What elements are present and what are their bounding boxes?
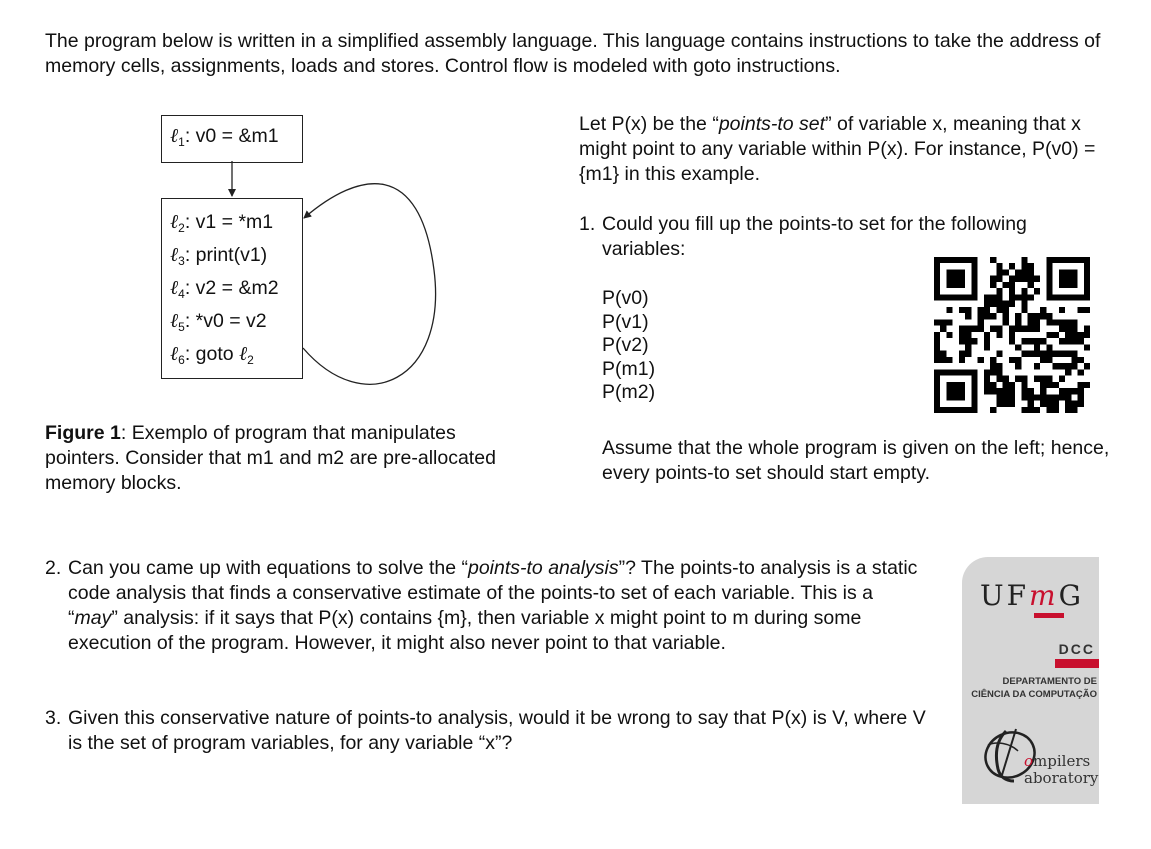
- qr-module: [1021, 301, 1027, 307]
- qr-module: [1065, 326, 1071, 332]
- qr-module: [946, 332, 952, 338]
- qr-module: [1015, 363, 1021, 369]
- qr-module: [1078, 369, 1084, 375]
- qr-module: [1084, 363, 1090, 369]
- qr-module: [990, 388, 996, 394]
- qr-module: [1015, 357, 1021, 363]
- qr-module: [971, 326, 977, 332]
- qr-module: [1059, 376, 1065, 382]
- label-ell: ℓ: [170, 243, 179, 266]
- qr-module: [1053, 319, 1059, 325]
- edge-back-l6-to-l2: [303, 184, 436, 385]
- qr-module: [1065, 332, 1071, 338]
- qr-module: [1071, 363, 1077, 369]
- qr-module: [990, 326, 996, 332]
- definition-pre: Let P(x) be the “: [579, 113, 719, 135]
- qr-module: [1003, 282, 1009, 288]
- qr-module: [984, 301, 990, 307]
- qr-module: [1034, 319, 1040, 325]
- qr-module: [1009, 263, 1015, 269]
- qr-module: [1046, 401, 1052, 407]
- qr-module: [1040, 338, 1046, 344]
- qr-module: [1021, 388, 1027, 394]
- qr-module: [1015, 276, 1021, 282]
- qr-module: [1028, 351, 1034, 357]
- qr-module: [965, 351, 971, 357]
- qr-module: [1065, 338, 1071, 344]
- label-sub: 2: [178, 221, 185, 235]
- qr-module: [1059, 394, 1065, 400]
- figure-caption-text: : Exemplo of program that manipulates pointers. Consider that m1 and m2 are pre-allocated memory blocks.: [45, 422, 496, 494]
- qr-module: [1078, 332, 1084, 338]
- goto-target-ell: ℓ: [239, 342, 248, 365]
- qr-module: [1071, 401, 1077, 407]
- qr-module: [1059, 338, 1065, 344]
- qr-module: [934, 319, 940, 325]
- qr-module: [1028, 319, 1034, 325]
- qr-module: [1053, 407, 1059, 413]
- qr-module: [984, 294, 990, 300]
- qr-module: [978, 357, 984, 363]
- dcc-wordmark: DCC: [1058, 641, 1095, 657]
- qr-module: [1059, 319, 1065, 325]
- qr-module: [1046, 332, 1052, 338]
- qr-module: [1009, 357, 1015, 363]
- qr-module: [1028, 263, 1034, 269]
- question-text: Given this conservative nature of points-to analysis, would it be wrong to say that P(x) is V, where V is the set of program variables, for any variable “x”?: [68, 707, 926, 754]
- qr-module: [1053, 351, 1059, 357]
- qr-module: [996, 376, 1002, 382]
- label-sub: 3: [178, 254, 185, 268]
- qr-module: [1021, 351, 1027, 357]
- qr-module: [1065, 407, 1071, 413]
- qr-module: [1046, 351, 1052, 357]
- dcc-accent-bar: [1055, 659, 1099, 668]
- qr-module: [1053, 394, 1059, 400]
- qr-module: [940, 326, 946, 332]
- qr-module: [965, 307, 971, 313]
- qr-module: [1009, 288, 1015, 294]
- ufmg-accent-bar: [1034, 613, 1064, 618]
- definition-post: ” of variable x, meaning that x might point to any variable within P(x). For instance, P(v0) = {m1} in this example.: [579, 113, 1096, 185]
- qr-module: [1040, 394, 1046, 400]
- qr-module: [996, 363, 1002, 369]
- intro-paragraph: The program below is written in a simplified assembly language. This language contains instructions to take the address of memory cells, assignments, loads and stores. Control flow is modeled with goto instructions.: [45, 30, 1101, 77]
- qr-module: [1028, 338, 1034, 344]
- qr-module: [1021, 326, 1027, 332]
- qr-module: [996, 288, 1002, 294]
- qr-module: [990, 257, 996, 263]
- qr-module: [1003, 319, 1009, 325]
- qr-module: [1021, 394, 1027, 400]
- question-number: 1.: [579, 213, 596, 235]
- points-to-variable-list: [602, 287, 655, 405]
- instruction-code: : v0 = &m1: [184, 125, 279, 147]
- qr-module: [1084, 382, 1090, 388]
- qr-module: [1009, 394, 1015, 400]
- qr-module: [1065, 394, 1071, 400]
- qr-module: [1034, 276, 1040, 282]
- qr-module: [1028, 276, 1034, 282]
- qr-module: [990, 294, 996, 300]
- qr-module: [1009, 332, 1015, 338]
- qr-module: [1009, 282, 1015, 288]
- qr-module: [1034, 394, 1040, 400]
- question-number: 2.: [45, 557, 62, 579]
- qr-module: [996, 326, 1002, 332]
- qr-module: [996, 269, 1002, 275]
- qr-module: [1084, 332, 1090, 338]
- label-ell: ℓ: [170, 309, 179, 332]
- qr-module: [1028, 394, 1034, 400]
- qr-module: [1046, 313, 1052, 319]
- qr-module: [1021, 257, 1027, 263]
- instruction-code: : v2 = &m2: [184, 277, 279, 299]
- qr-module: [959, 357, 965, 363]
- qr-module: [1071, 326, 1077, 332]
- figure-caption-label: Figure 1: [45, 422, 121, 444]
- qr-module: [996, 307, 1002, 313]
- qr-module: [965, 313, 971, 319]
- qr-module: [1084, 344, 1090, 350]
- qr-module: [1046, 407, 1052, 413]
- question-text: Could you fill up the points-to set for the following variables:: [602, 213, 1027, 260]
- qr-module: [1015, 269, 1021, 275]
- qr-module: [1021, 338, 1027, 344]
- qr-module: [959, 332, 965, 338]
- qr-module: [1071, 332, 1077, 338]
- instruction-code: : v1 = *m1: [184, 211, 274, 233]
- label-ell: ℓ: [170, 276, 179, 299]
- ufmg-wordmark: UFmG: [980, 579, 1084, 612]
- qr-module: [978, 313, 984, 319]
- qr-module: [990, 357, 996, 363]
- qr-module: [1040, 357, 1046, 363]
- qr-module: [996, 301, 1002, 307]
- qr-module: [1065, 351, 1071, 357]
- qr-module: [1040, 376, 1046, 382]
- instruction-code: : goto: [184, 343, 240, 365]
- qr-module: [1034, 338, 1040, 344]
- qr-module: [1071, 319, 1077, 325]
- qr-module: [1078, 357, 1084, 363]
- qr-module: [984, 338, 990, 344]
- qr-module: [934, 332, 940, 338]
- qr-module: [1078, 388, 1084, 394]
- qr-module: [1003, 301, 1009, 307]
- question-1: [579, 212, 1099, 262]
- qr-module: [1078, 307, 1084, 313]
- label-sub: 1: [178, 135, 185, 149]
- qr-module: [1071, 351, 1077, 357]
- qr-module: [1034, 313, 1040, 319]
- qr-module: [1065, 319, 1071, 325]
- qr-module: [1059, 269, 1078, 288]
- qr-module: [1009, 276, 1015, 282]
- qr-module: [1065, 363, 1071, 369]
- department-name-line1: DEPARTAMENTO DE: [1002, 676, 1097, 687]
- qr-module: [934, 344, 940, 350]
- qr-module: [1015, 294, 1021, 300]
- qr-module: [1046, 394, 1052, 400]
- qr-module: [1015, 326, 1021, 332]
- qr-module: [1028, 269, 1034, 275]
- qr-module: [1034, 407, 1040, 413]
- qr-module: [1028, 401, 1034, 407]
- qr-module: [1046, 376, 1052, 382]
- qr-module: [990, 407, 996, 413]
- question-2: [45, 556, 925, 656]
- qr-module: [1009, 294, 1015, 300]
- qr-module: [996, 388, 1002, 394]
- emphasis: points-to analysis: [467, 557, 619, 579]
- qr-module: [1028, 313, 1034, 319]
- qr-module: [965, 344, 971, 350]
- qr-module: [1053, 332, 1059, 338]
- qr-module: [1046, 319, 1052, 325]
- assumption-note: Assume that the whole program is given on the left; hence, every points-to set should start empty.: [602, 437, 1110, 484]
- qr-module: [996, 263, 1002, 269]
- qr-module: [1084, 307, 1090, 313]
- label-sub: 4: [178, 287, 185, 301]
- qr-module: [990, 313, 996, 319]
- qr-module: [996, 401, 1002, 407]
- qr-module: [1028, 388, 1034, 394]
- qr-module: [965, 338, 971, 344]
- qr-module: [984, 369, 990, 375]
- qr-module: [990, 282, 996, 288]
- list-item: P(v0): [602, 287, 649, 309]
- qr-module: [1009, 382, 1015, 388]
- qr-module: [1021, 376, 1027, 382]
- qr-module: [1046, 357, 1052, 363]
- qr-module: [1053, 382, 1059, 388]
- qr-module: [1021, 382, 1027, 388]
- qr-module: [1078, 394, 1084, 400]
- qr-module: [1003, 388, 1009, 394]
- qr-module: [1065, 369, 1071, 375]
- qr-module: [1059, 363, 1065, 369]
- qr-module: [1003, 313, 1009, 319]
- qr-module: [1040, 382, 1046, 388]
- qr-module: [934, 357, 940, 363]
- qr-module: [959, 326, 965, 332]
- department-name-line2: CIÊNCIA DA COMPUTAÇÃO: [971, 689, 1097, 700]
- qr-module: [946, 269, 965, 288]
- qr-module: [1040, 351, 1046, 357]
- question-3: [45, 706, 945, 756]
- qr-module: [1015, 319, 1021, 325]
- qr-module: [1015, 344, 1021, 350]
- qr-module: [946, 382, 965, 401]
- qr-module: [1046, 382, 1052, 388]
- qr-module: [996, 369, 1002, 375]
- qr-module: [996, 394, 1002, 400]
- qr-module: [1028, 294, 1034, 300]
- compilers-label: ompilers: [1024, 752, 1091, 770]
- qr-module: [990, 363, 996, 369]
- qr-module: [971, 338, 977, 344]
- qr-module: [996, 351, 1002, 357]
- qr-module: [940, 319, 946, 325]
- qr-module: [959, 351, 965, 357]
- qr-module: [1059, 351, 1065, 357]
- qr-module: [946, 357, 952, 363]
- qr-module: [1021, 263, 1027, 269]
- question-text: Can you came up with equations to solve the “points-to analysis”? The points-to analysis is a static code analysis that finds a conservative estimate of the points-to set of each variable. This is a “may” analysis: if it says that P(x) contains {m}, then variable x might point to m during some execution of the program. However, it might also never point to that variable.: [68, 557, 918, 654]
- qr-module: [990, 276, 996, 282]
- definition-term: points-to set: [718, 113, 826, 135]
- qr-module: [1003, 401, 1009, 407]
- qr-module: [1009, 401, 1015, 407]
- label-sub: 5: [178, 320, 185, 334]
- qr-module: [946, 307, 952, 313]
- qr-module: [984, 382, 990, 388]
- qr-module: [1028, 407, 1034, 413]
- laboratory-label: aboratory: [1024, 769, 1099, 787]
- qr-module: [965, 332, 971, 338]
- emphasis: may: [74, 607, 112, 629]
- qr-module: [959, 307, 965, 313]
- qr-module: [1065, 401, 1071, 407]
- qr-module: [1078, 338, 1084, 344]
- qr-module: [1003, 382, 1009, 388]
- qr-module: [984, 344, 990, 350]
- label-ell: ℓ: [170, 124, 179, 147]
- qr-code-icon[interactable]: [934, 257, 1090, 413]
- qr-module: [965, 326, 971, 332]
- qr-module: [1040, 307, 1046, 313]
- qr-module: [1021, 288, 1027, 294]
- list-item: P(m1): [602, 357, 656, 380]
- qr-module: [1021, 307, 1027, 313]
- qr-module: [1084, 326, 1090, 332]
- qr-module: [1021, 407, 1027, 413]
- qr-module: [996, 276, 1002, 282]
- label-ell: ℓ: [170, 342, 179, 365]
- qr-module: [1053, 363, 1059, 369]
- qr-module: [934, 351, 940, 357]
- instruction-code: : *v0 = v2: [184, 310, 267, 332]
- qr-module: [1021, 294, 1027, 300]
- qr-module: [990, 301, 996, 307]
- qr-module: [940, 357, 946, 363]
- instruction-code: : print(v1): [184, 244, 268, 266]
- qr-module: [1034, 288, 1040, 294]
- qr-module: [1009, 301, 1015, 307]
- qr-module: [1059, 307, 1065, 313]
- qr-module: [1071, 338, 1077, 344]
- qr-module: [1034, 363, 1040, 369]
- qr-module: [990, 382, 996, 388]
- qr-module: [984, 313, 990, 319]
- goto-target-sub: 2: [247, 353, 254, 367]
- figure-caption: [45, 421, 515, 496]
- qr-module: [996, 294, 1002, 300]
- question-number: 3.: [45, 707, 62, 729]
- qr-module: [1053, 401, 1059, 407]
- points-to-definition: [579, 112, 1099, 187]
- list-item: P(v1): [602, 310, 649, 333]
- qr-module: [1028, 282, 1034, 288]
- qr-module: [1003, 394, 1009, 400]
- qr-module: [1003, 376, 1009, 382]
- qr-module: [984, 332, 990, 338]
- qr-module: [959, 338, 965, 344]
- qr-module: [1040, 313, 1046, 319]
- qr-module: [1034, 344, 1040, 350]
- qr-module: [1046, 344, 1052, 350]
- qr-module: [1015, 313, 1021, 319]
- qr-module: [978, 326, 984, 332]
- qr-module: [978, 319, 984, 325]
- qr-module: [1003, 269, 1009, 275]
- qr-module: [984, 388, 990, 394]
- qr-module: [1065, 388, 1071, 394]
- qr-module: [1009, 326, 1015, 332]
- qr-module: [1009, 388, 1015, 394]
- qr-module: [946, 319, 952, 325]
- qr-module: [934, 338, 940, 344]
- qr-module: [1059, 326, 1065, 332]
- qr-module: [1071, 407, 1077, 413]
- qr-module: [990, 369, 996, 375]
- qr-module: [1009, 338, 1015, 344]
- qr-module: [978, 307, 984, 313]
- qr-module: [1071, 388, 1077, 394]
- list-item: P(m2): [602, 381, 656, 403]
- label-ell: ℓ: [170, 210, 179, 233]
- qr-module: [984, 376, 990, 382]
- qr-module: [1071, 357, 1077, 363]
- qr-module: [1021, 276, 1027, 282]
- qr-module: [1040, 388, 1046, 394]
- qr-module: [1078, 401, 1084, 407]
- qr-module: [1078, 382, 1084, 388]
- qr-module: [1015, 376, 1021, 382]
- qr-module: [1034, 376, 1040, 382]
- qr-module: [940, 351, 946, 357]
- qr-module: [1021, 269, 1027, 275]
- qr-module: [984, 307, 990, 313]
- qr-module: [996, 332, 1002, 338]
- label-sub: 6: [178, 353, 185, 367]
- list-item: P(v2): [602, 334, 649, 356]
- qr-module: [1059, 388, 1065, 394]
- qr-module: [1028, 326, 1034, 332]
- qr-module: [1034, 351, 1040, 357]
- qr-module: [1040, 401, 1046, 407]
- qr-module: [1034, 326, 1040, 332]
- qr-module: [1003, 307, 1009, 313]
- ufmg-dcc-logo: [962, 557, 1099, 804]
